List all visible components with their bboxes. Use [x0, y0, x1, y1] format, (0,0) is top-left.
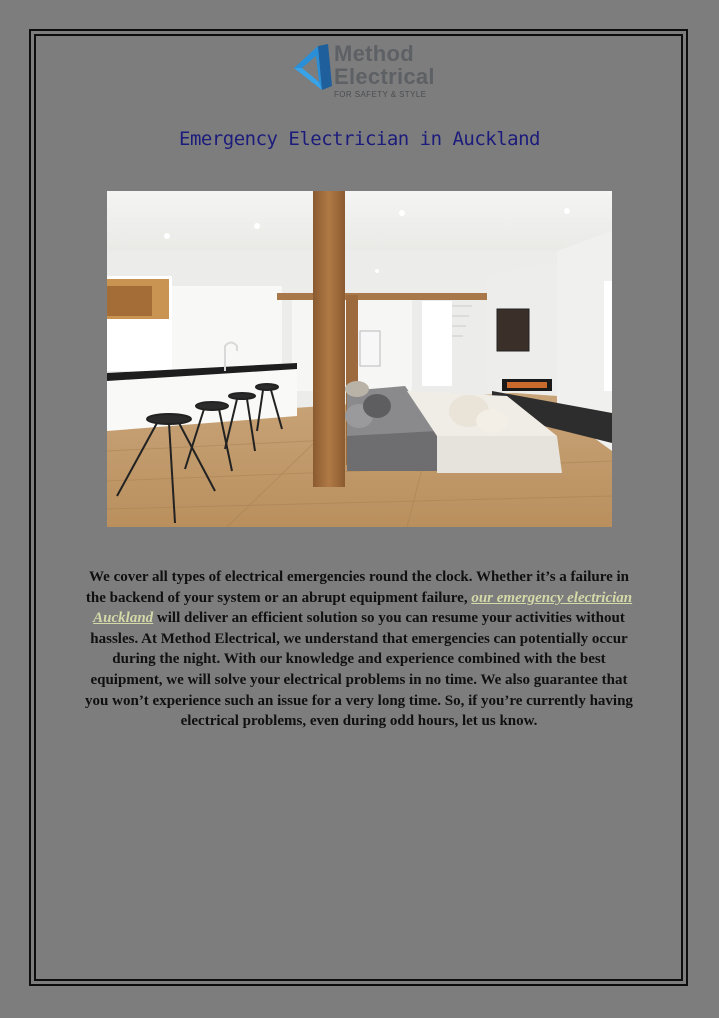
body-paragraph [82, 567, 636, 732]
logo-word-electrical: Electrical [334, 64, 435, 89]
interior-photo [107, 191, 612, 527]
logo-tagline: FOR SAFETY & STYLE [334, 90, 427, 99]
logo-word-method: Method [334, 41, 415, 66]
body-text-part1: We cover all types of electrical emergencies round the clock. Whether it’s a failure in the backend of your system or an abrupt equipment failure, [85, 569, 630, 606]
emergency-electrician-link[interactable]: our emergency electrician Auckland [93, 589, 633, 627]
page-title: Emergency Electrician in Auckland [179, 128, 540, 150]
triangle-logo-icon [288, 42, 334, 94]
company-logo [288, 42, 438, 102]
body-text-part2: will deliver an efficient solution so you can resume your activities without hassles. At Method Electrical, we understand that emergencies can potentially occur during the night. With our knowledge and experience combined with the best equipment, we will solve your electrical problems in no time. We also guarantee that you won’t experience such an issue for a very long time. So, if you’re currently having electrical problems, even during odd hours, let us know. [85, 610, 633, 730]
